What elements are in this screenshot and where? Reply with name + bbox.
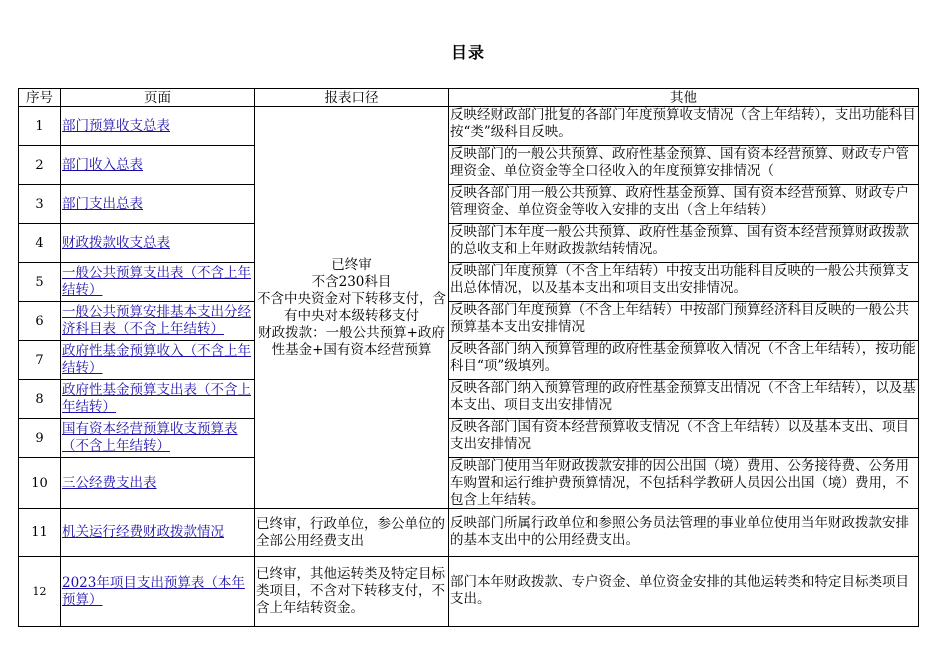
row-number: 11 — [19, 509, 61, 557]
row-number: 8 — [19, 380, 61, 419]
description: 反映经财政部门批复的各部门年度预算收支情况（含上年结转），支出功能科目按“类”级科目反映。 — [450, 107, 916, 140]
description: 反映部门年度预算（不含上年结转）中按支出功能科目反映的一般公共预算支出总体情况，以及基本支出和项目支出安排情况。 — [450, 263, 909, 296]
row-number: 6 — [19, 302, 61, 341]
row-number: 10 — [19, 458, 61, 509]
table-row — [19, 107, 919, 146]
header-num: 序号 — [19, 89, 61, 107]
header-page: 页面 — [61, 89, 255, 107]
header-other: 其他 — [449, 89, 919, 107]
scope-cell: 已终审，行政单位，参公单位的全部公用经费支出 — [255, 509, 449, 557]
table-row — [19, 419, 919, 458]
description: 反映各部门纳入预算管理的政府性基金预算收入情况（不含上年结转），按功能科目“项”级填列。 — [450, 341, 916, 374]
description: 反映部门本年度一般公共预算、政府性基金预算、国有资本经营预算财政拨款的总收支和上年财政拨款结转情况。 — [450, 224, 909, 257]
page-link[interactable]: 政府性基金预算收入（不含上年结转） — [62, 343, 251, 376]
row-number: 9 — [19, 419, 61, 458]
page-link[interactable]: 国有资本经营预算收支预算表（不含上年结转） — [62, 421, 238, 454]
description: 反映各部门年度预算（不含上年结转）中按部门预算经济科目反映的一般公共预算基本支出安排情况 — [450, 302, 909, 335]
description: 反映部门使用当年财政拨款安排的因公出国（境）费用、公务接待费、公务用车购置和运行维护费预算情况，不包括科学教研人员因公出国（境）费用，不包含上年结转。 — [450, 458, 909, 508]
table-row — [19, 302, 919, 341]
header-row — [19, 89, 919, 107]
row-number: 1 — [19, 107, 61, 146]
description: 反映各部门纳入预算管理的政府性基金预算支出情况（不含上年结转），以及基本支出、项目支出安排情况 — [450, 380, 916, 413]
row-number: 2 — [19, 146, 61, 185]
table-row — [19, 509, 919, 557]
table-row — [19, 380, 919, 419]
row-number: 12 — [19, 557, 61, 627]
page-link[interactable]: 部门收入总表 — [62, 156, 143, 173]
scope-line: 已终审 — [331, 256, 372, 273]
table-row — [19, 146, 919, 185]
description: 反映各部门国有资本经营预算收支情况（不含上年结转）以及基本支出、项目支出安排情况 — [450, 419, 909, 452]
row-number: 3 — [19, 185, 61, 224]
header-scope: 报表口径 — [255, 89, 449, 107]
description: 部门本年财政拨款、专户资金、单位资金安排的其他运转类和特定目标类项目支出。 — [450, 573, 909, 607]
page-link[interactable]: 部门预算收支总表 — [62, 117, 170, 134]
scope-line: 不含230科目 — [311, 273, 392, 290]
page-title: 目录 — [450, 43, 485, 62]
shared-scope-cell — [255, 107, 449, 509]
row-number: 7 — [19, 341, 61, 380]
table-row — [19, 557, 919, 627]
table-row — [19, 263, 919, 302]
table-row — [19, 185, 919, 224]
page-link[interactable]: 财政拨款收支总表 — [62, 234, 170, 251]
page-link[interactable]: 政府性基金预算支出表（不含上年结转） — [62, 382, 251, 415]
scope-line: 财政拨款：一般公共预算+政府性基金+国有资本经营预算 — [258, 324, 445, 358]
description: 反映各部门用一般公共预算、政府性基金预算、国有资本经营预算、财政专户管理资金、单位资金等收入安排的支出（含上年结转） — [450, 185, 909, 218]
row-number: 5 — [19, 263, 61, 302]
row-number: 4 — [19, 224, 61, 263]
scope-cell: 已终审，其他运转类及特定目标类项目，不含对下转移支付，不含上年结转资金。 — [255, 557, 449, 627]
page-link[interactable]: 2023年项目支出预算表（本年预算） — [62, 574, 245, 608]
page-link[interactable]: 机关运行经费财政拨款情况 — [62, 524, 224, 540]
catalog-table — [18, 88, 919, 627]
table-row — [19, 224, 919, 263]
page-link[interactable]: 一般公共预算安排基本支出分经济科目表（不含上年结转） — [62, 304, 251, 337]
description: 反映部门所属行政单位和参照公务员法管理的事业单位使用当年财政拨款安排的基本支出中的公用经费支出。 — [450, 514, 909, 548]
scope-line: 不含中央资金对下转移支付，含有中央对本级转移支付 — [257, 290, 446, 324]
table-row — [19, 341, 919, 380]
table-row — [19, 458, 919, 509]
page-link[interactable]: 部门支出总表 — [62, 195, 143, 212]
description: 反映部门的一般公共预算、政府性基金预算、国有资本经营预算、财政专户管理资金、单位资金等全口径收入的年度预算安排情况（ — [450, 146, 909, 179]
page-link[interactable]: 三公经费支出表 — [62, 474, 157, 491]
page-link[interactable]: 一般公共预算支出表（不含上年结转） — [62, 265, 251, 298]
